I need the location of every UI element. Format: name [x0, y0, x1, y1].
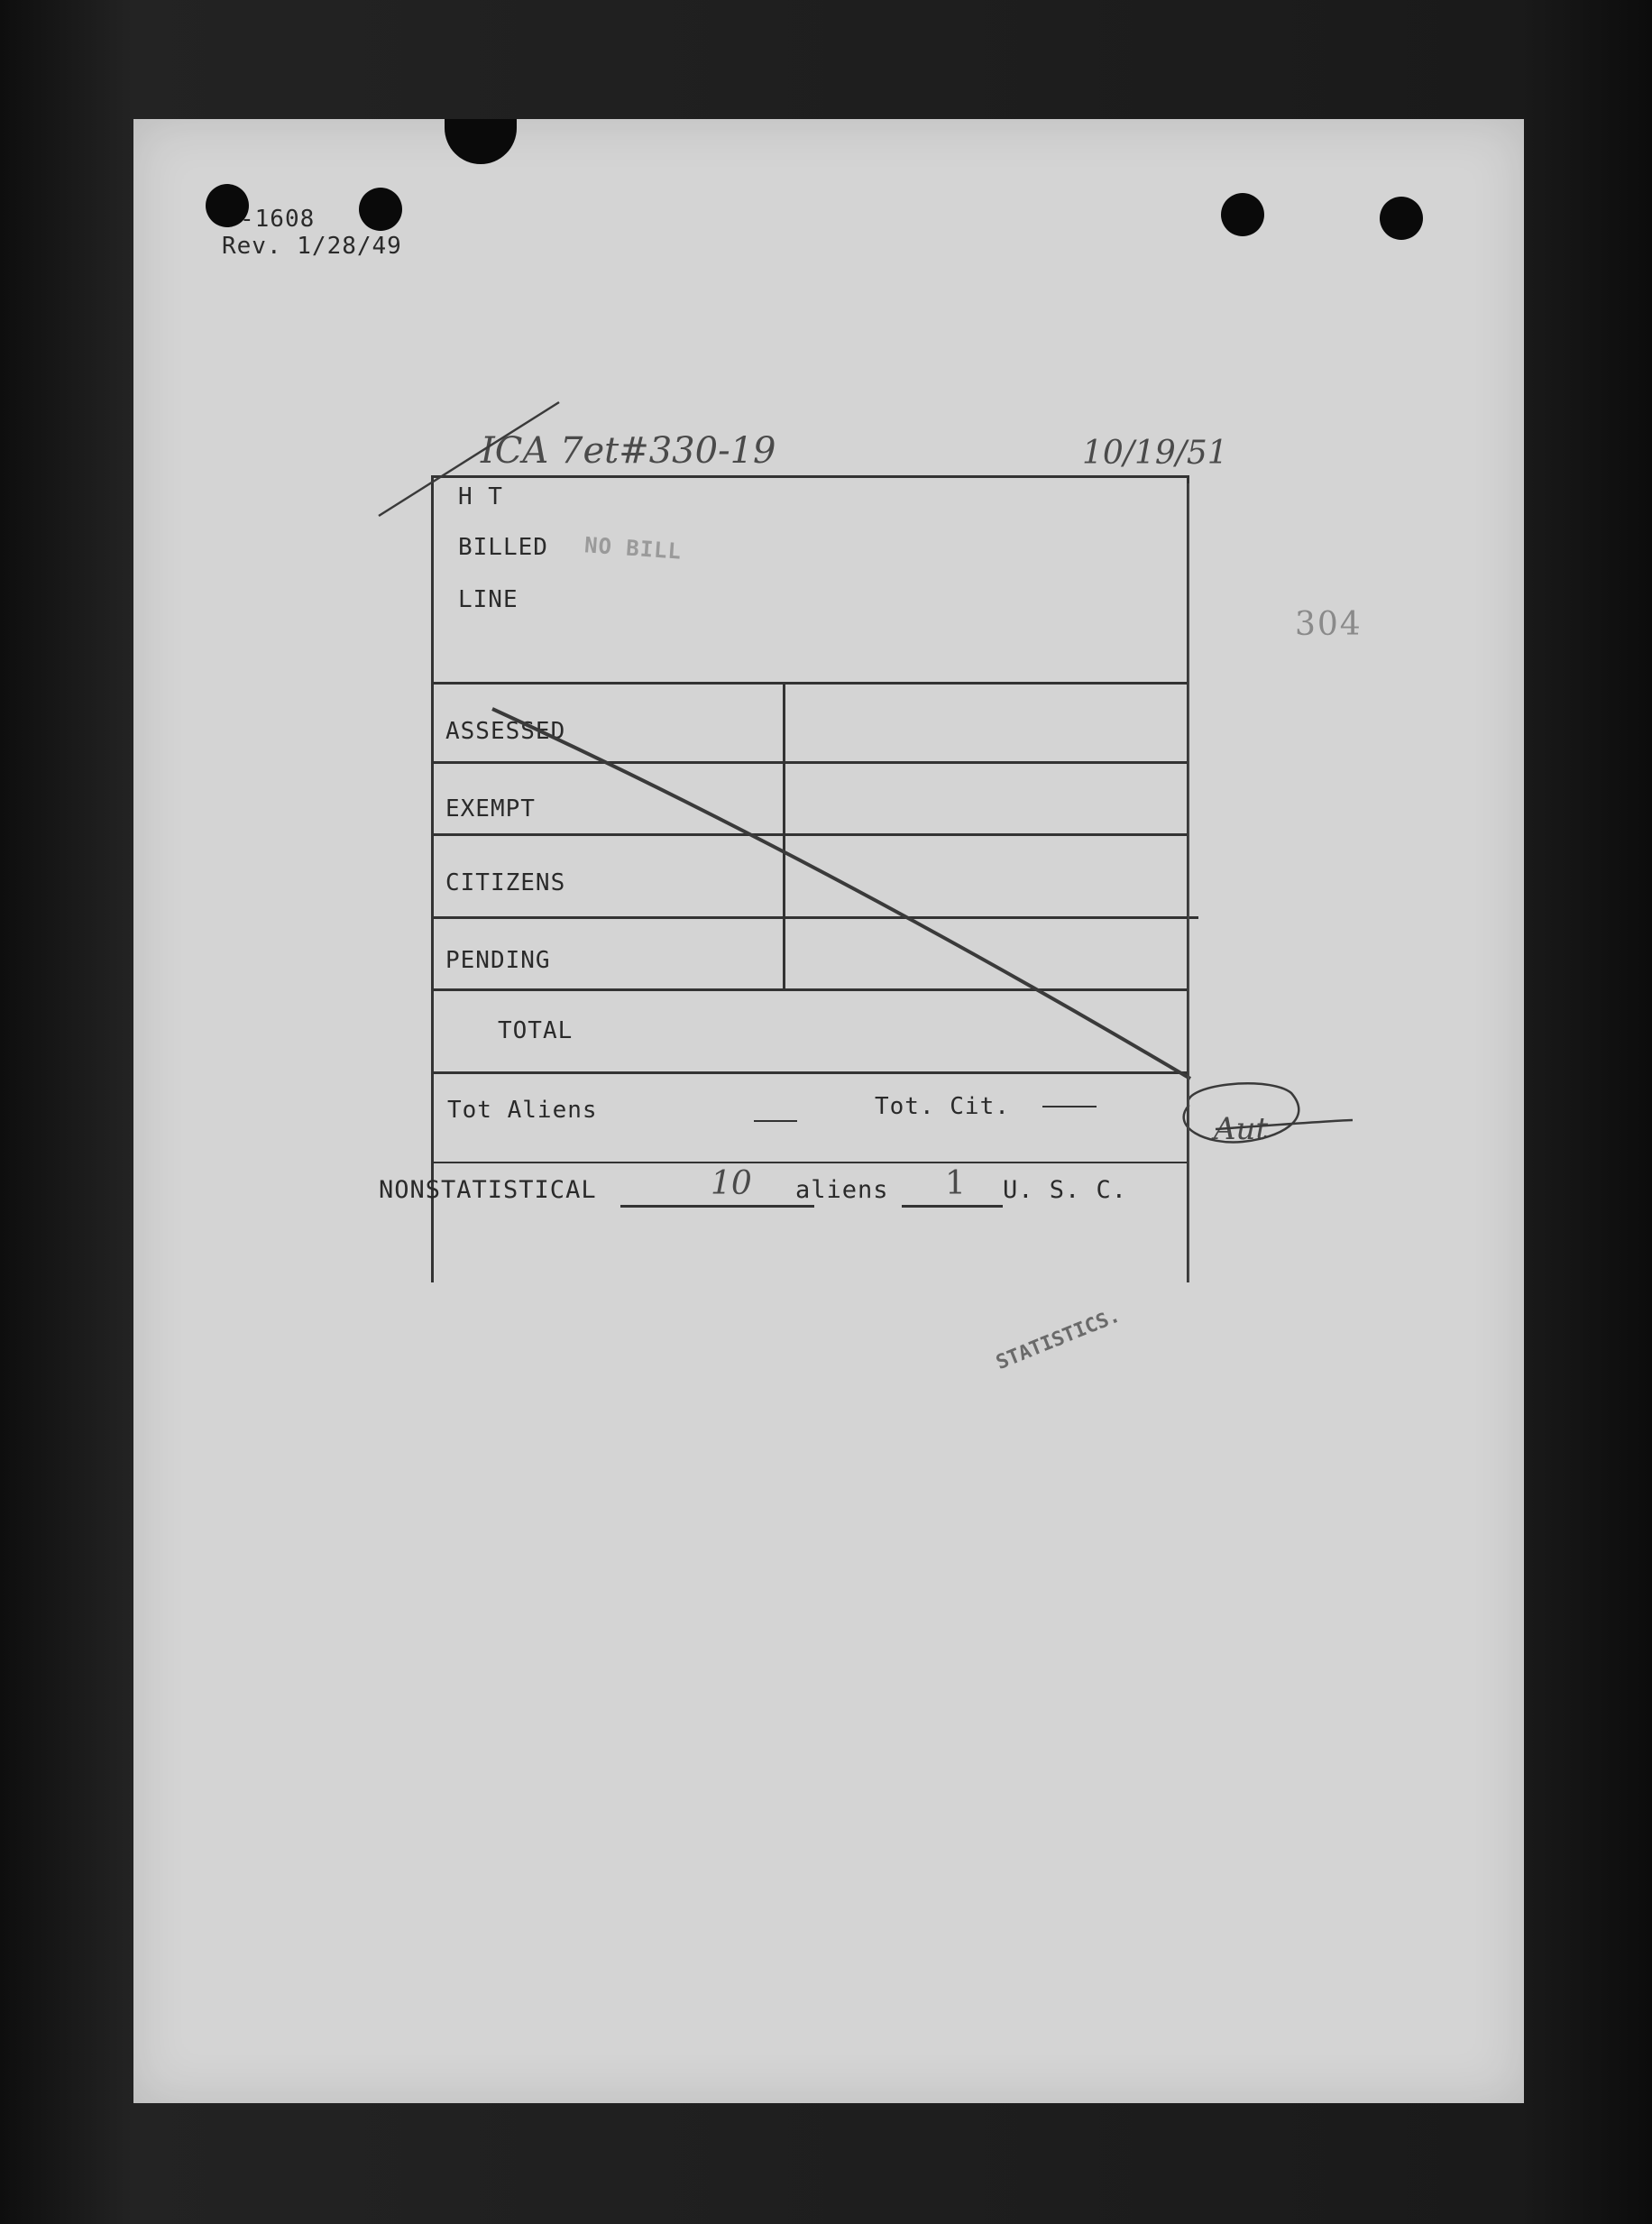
handwritten-date: 10/19/51	[1082, 435, 1228, 472]
citizens-label: CITIZENS	[445, 869, 566, 896]
pending-label: PENDING	[445, 947, 551, 974]
statistics-stamp: STATISTICS.	[993, 1304, 1124, 1375]
underline-mark	[1216, 1120, 1353, 1129]
handwritten-initials: Aut	[1214, 1111, 1269, 1147]
diagonal-strike-line	[492, 709, 1190, 1079]
usc-value: 1	[945, 1165, 966, 1202]
handwritten-note: ICA 7et#330-19	[481, 430, 776, 472]
no-bill-stamp: NO BILL	[583, 532, 684, 565]
slash-mark	[379, 402, 559, 516]
tot-aliens-label: Tot Aliens	[447, 1097, 598, 1124]
document-page	[133, 119, 1524, 2103]
line-label: LINE	[458, 586, 519, 613]
tot-cit-label: Tot. Cit.	[875, 1093, 1010, 1120]
form-revision: Rev. 1/28/49	[222, 233, 402, 260]
circle-mark	[1184, 1083, 1299, 1142]
aliens-label: aliens	[795, 1176, 889, 1204]
usc-label: U. S. C.	[1003, 1176, 1128, 1204]
form-number: -1608	[240, 206, 316, 233]
ht-label: H T	[458, 483, 503, 510]
pen-marks	[133, 119, 1524, 2103]
exempt-label: EXEMPT	[445, 795, 536, 823]
page-number: 304	[1295, 606, 1363, 643]
aliens-value: 10	[711, 1165, 752, 1202]
assessed-label: ASSESSED	[445, 718, 566, 745]
total-label: TOTAL	[498, 1017, 574, 1044]
nonstatistical-label: NONSTATISTICAL	[379, 1176, 597, 1204]
billed-label: BILLED	[458, 534, 548, 561]
